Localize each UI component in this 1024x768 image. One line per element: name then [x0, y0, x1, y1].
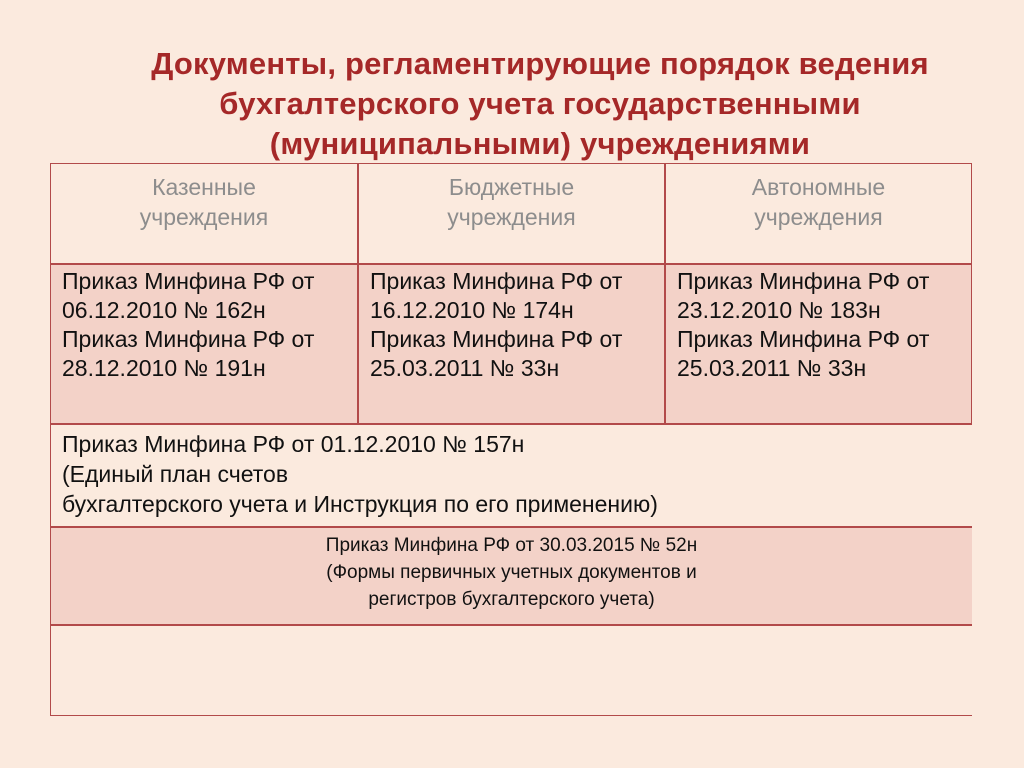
- doc-line: 23.12.2010 № 183н: [677, 297, 881, 323]
- header-avtonomnye-line-2: учреждения: [754, 204, 883, 230]
- header-byudzhetnye-line-1: Бюджетные: [448, 174, 575, 200]
- docs-byudzhetnye: [358, 264, 665, 424]
- documents-table: [50, 163, 972, 716]
- order-52n-text: Приказ Минфина РФ от 30.03.2015 № 52н: [325, 535, 698, 556]
- order-157n-note-2: бухгалтерского учета и Инструкция по его применению): [62, 491, 658, 517]
- order-157n-note-1: (Единый план счетов: [62, 461, 289, 487]
- title-line-1: Документы, регламентирующие порядок ведения: [151, 46, 929, 81]
- order-52n-note-1: (Формы первичных учетных документов и: [326, 562, 697, 583]
- doc-line: 06.12.2010 № 162н: [62, 297, 266, 323]
- title-line-3: (муниципальными) учреждениями: [269, 126, 811, 161]
- doc-line: Приказ Минфина РФ от: [62, 268, 315, 294]
- docs-kazennye: [50, 264, 358, 424]
- header-kazennye: [50, 163, 358, 264]
- common-order-52n-line-1: [51, 532, 972, 586]
- doc-line: 25.03.2011 № 33н: [370, 355, 560, 381]
- common-order-157n-line-1: [62, 429, 962, 489]
- header-kazennye-line-2: учреждения: [139, 204, 269, 230]
- doc-line: 16.12.2010 № 174н: [370, 297, 574, 323]
- common-order-157n: [50, 424, 972, 527]
- doc-line: 25.03.2011 № 33н: [677, 355, 867, 381]
- doc-line: 28.12.2010 № 191н: [62, 355, 266, 381]
- title-line-2: бухгалтерского учета государственными: [219, 86, 861, 121]
- slide-title: [110, 44, 970, 164]
- common-order-52n: [50, 527, 972, 625]
- docs-avtonomnye: [665, 264, 972, 424]
- order-157n-text: Приказ Минфина РФ от 01.12.2010 № 157н: [62, 431, 525, 457]
- doc-line: Приказ Минфина РФ от: [370, 268, 623, 294]
- header-avtonomnye: [665, 163, 972, 264]
- doc-line: Приказ Минфина РФ от: [677, 326, 930, 352]
- header-avtonomnye-line-1: Автономные: [751, 174, 886, 200]
- header-byudzhetnye: [358, 163, 665, 264]
- doc-line: Приказ Минфина РФ от: [62, 326, 315, 352]
- doc-line: Приказ Минфина РФ от: [677, 268, 930, 294]
- doc-line: Приказ Минфина РФ от: [370, 326, 623, 352]
- empty-row: [50, 625, 972, 716]
- header-kazennye-line-1: Казенные: [152, 174, 256, 200]
- header-byudzhetnye-line-2: учреждения: [447, 204, 576, 230]
- order-52n-note-2: регистров бухгалтерского учета): [368, 589, 655, 610]
